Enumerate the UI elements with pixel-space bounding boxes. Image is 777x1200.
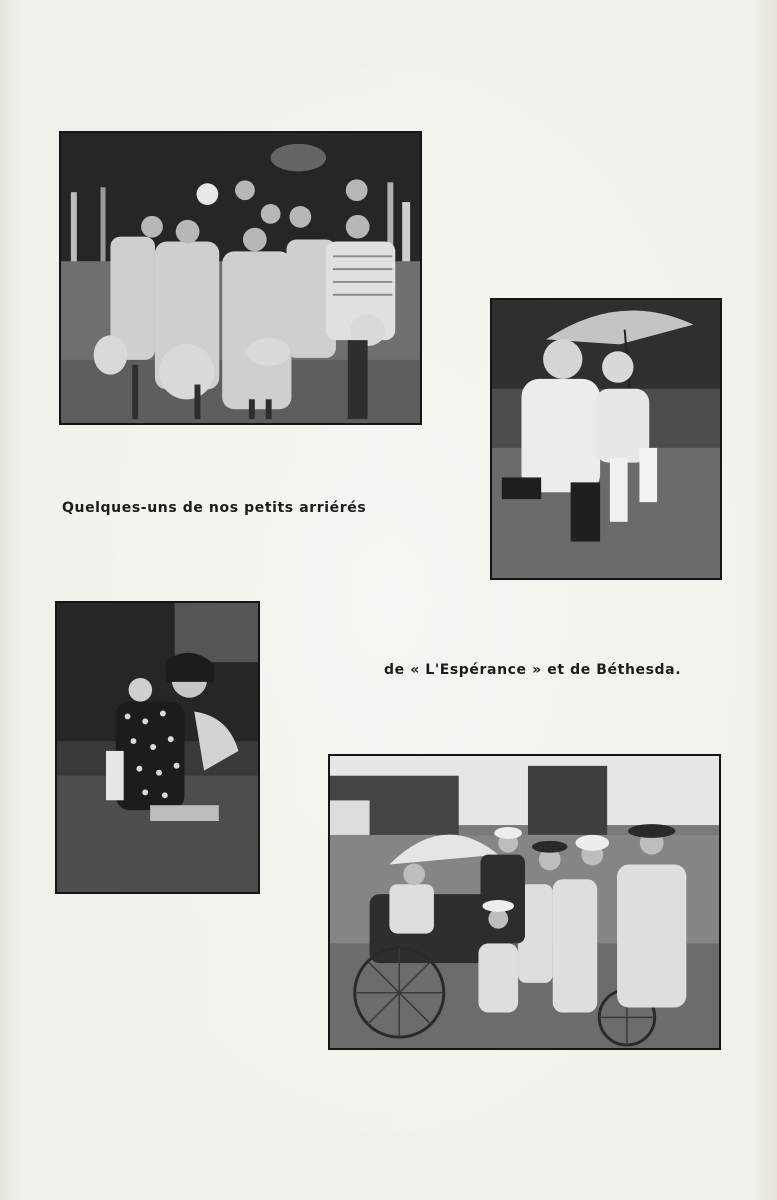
group-of-children-photo bbox=[59, 131, 422, 425]
caption-line-2: de « L'Espérance » et de Béthesda. bbox=[384, 662, 682, 678]
children-with-carriage-photo bbox=[328, 754, 721, 1050]
two-girls-seated-photo bbox=[55, 601, 260, 894]
caption-line-1: Quelques-uns de nos petits arriérés bbox=[62, 500, 367, 516]
two-children-with-parasol-photo bbox=[490, 298, 722, 580]
